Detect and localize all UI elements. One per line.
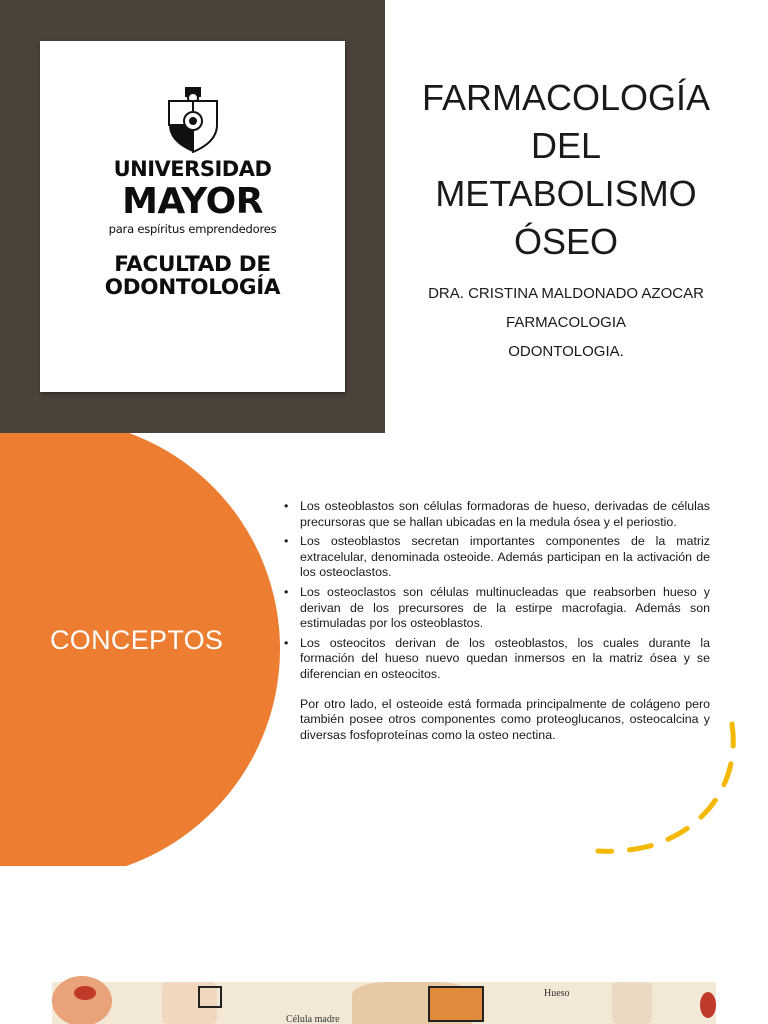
bullet-icon: •: [284, 499, 289, 513]
title-line: FARMACOLOGÍA: [421, 77, 711, 118]
title-line: DEL: [530, 125, 602, 166]
list-item: [284, 636, 710, 683]
title-line: METABOLISMO: [435, 173, 697, 214]
bone-cells-slide: [0, 866, 768, 1024]
bullet-icon: •: [284, 534, 289, 549]
bullet-icon: •: [284, 584, 289, 599]
section-heading: CONCEPTOS: [50, 625, 224, 655]
author-name: DRA. CRISTINA MALDONADO AZOCAR: [428, 285, 704, 302]
title-slide: [0, 0, 768, 433]
logo-university-text: UNIVERSIDAD: [113, 157, 272, 181]
presentation-subtitle: [392, 279, 740, 366]
bone-cells-illustration: [52, 982, 716, 1024]
highlight-box: [198, 986, 222, 1008]
cell-shape: [700, 992, 716, 1018]
cell-shape: [612, 982, 652, 1024]
logo-faculty-line1: FACULTAD DE: [114, 252, 271, 277]
list-item: [284, 499, 710, 530]
logo-panel: [0, 0, 385, 433]
list-item: [284, 534, 710, 581]
title-line: ÓSEO: [513, 221, 619, 262]
list-item-text: Los osteoclastos son células multinucleadas que reabsorben hueso y derivan de los precursores de la estirpe macrofagia. Además son estimuladas por los osteoblastos.: [300, 584, 710, 631]
label-bone: Hueso: [544, 988, 570, 999]
concepts-slide: [0, 433, 768, 866]
list-item-text: Los osteocitos derivan de los osteoblastos, los cuales durante la formación del hueso nuevo quedan inmersos en la matriz ósea y se diferencian en osteocitos.: [300, 635, 710, 681]
list-item: [284, 585, 710, 632]
logo-tagline: para espíritus emprendedores: [108, 222, 277, 236]
cell-shape: [74, 986, 96, 1000]
presentation-title: [392, 74, 740, 266]
bullet-icon: •: [284, 635, 289, 650]
university-logo: [40, 41, 345, 392]
university-shield-icon: [165, 87, 221, 153]
logo-faculty-line2: ODONTOLOGÍA: [104, 275, 281, 300]
highlight-box: [428, 986, 484, 1022]
department-name: ODONTOLOGIA.: [508, 343, 624, 360]
concepts-list: [284, 499, 710, 747]
list-item-text: Los osteoblastos son células formadoras de hueso, derivadas de células precursoras que se hallan ubicadas en la medula ósea y el periostio.: [300, 499, 710, 529]
list-item-text: Los osteoblastos secretan importantes componentes de la matriz extracelular, denominada osteoide. Además participan en la activación de los osteoclastos.: [300, 534, 710, 580]
label-stem-cell: Célula madre: [286, 1014, 340, 1024]
decorative-dashed-arc: [590, 718, 750, 858]
course-name: FARMACOLOGIA: [505, 314, 627, 331]
list-paragraph: Por otro lado, el osteoide está formada principalmente de colágeno pero también posee otros componentes como proteoglucanos, osteocalcina y diversas fosfoproteínas como la osteo nectina.: [300, 696, 710, 742]
logo-mayor-text: MAYOR: [122, 181, 263, 222]
cell-shape: [52, 976, 112, 1024]
